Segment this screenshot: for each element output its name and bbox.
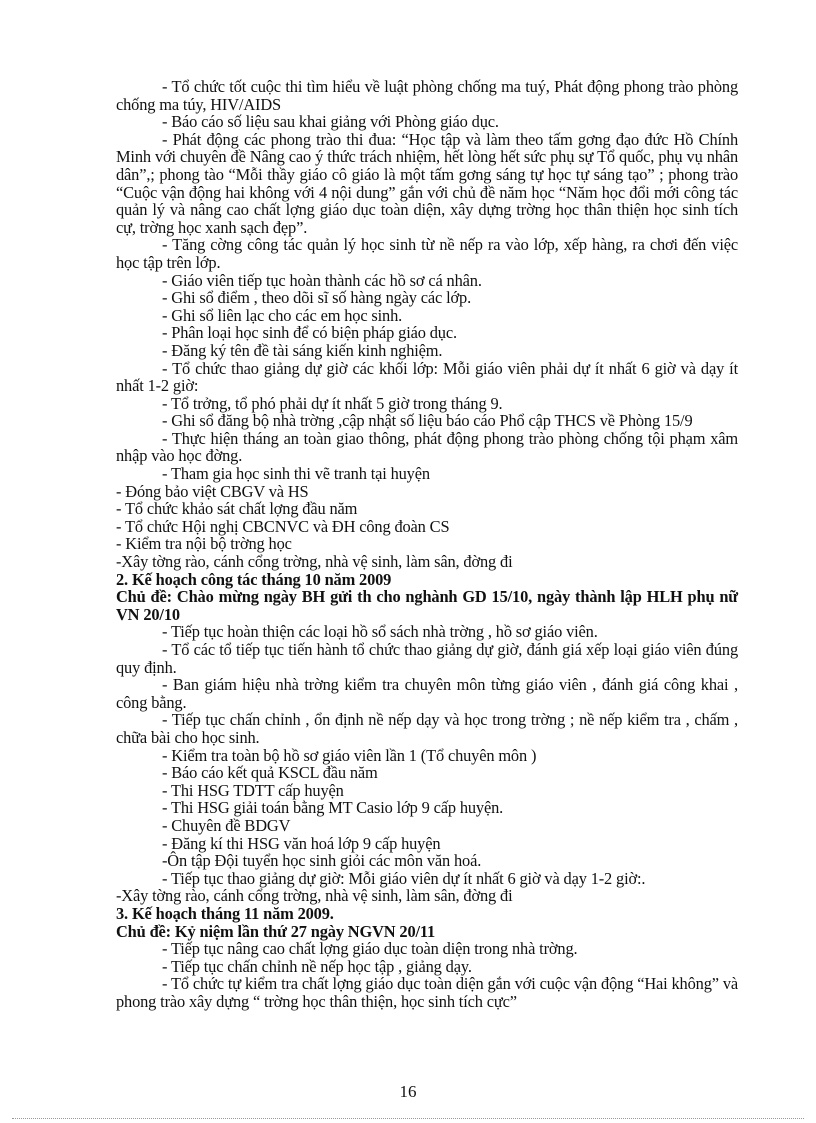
text-line: - Tiếp tục hoàn thiện các loại hồ sổ sách nhà trờng , hồ sơ giáo viên. <box>162 622 598 642</box>
text-line: - Tăng cờng công tác quản lý học sinh từ nề nếp ra vào lớp, xếp hàng, ra chơi đến việc học tập trên lớp. <box>116 235 738 272</box>
text-line: - Tổ chức thao giảng dự giờ các khối lớp: Mỗi giáo viên phải dự ít nhất 6 giờ và dạy ít nhất 1-2 giờ: <box>116 358 738 396</box>
text-line: - Tiếp tục nâng cao chất lợng giáo dục toàn diện trong nhà trờng. <box>162 939 578 959</box>
page-number: 16 <box>399 1082 417 1101</box>
section-heading: 2. Kế hoạch công tác tháng 10 năm 2009 <box>116 569 392 589</box>
text-line: - Tiếp tục thao giảng dự giờ: Mỗi giáo viên dự ít nhất 6 giờ và dạy 1-2 giờ:. <box>162 868 646 888</box>
text-line: - Chuyên đề BDGV <box>162 815 291 835</box>
document-body <box>116 78 738 1010</box>
text-line: - Kiểm tra nội bộ trờng học <box>116 534 292 554</box>
text-line: - Thực hiện tháng an toàn giao thông, phát động phong trào phòng chống tội phạm xâm nhập vào học đờng. <box>116 428 738 466</box>
text-line: - Báo cáo số liệu sau khai giảng với Phòng giáo dục. <box>162 112 499 132</box>
text-line: - Tiếp tục chấn chỉnh , ổn định nề nếp dạy và học trong trờng ; nề nếp kiểm tra , chấm , chữa bài cho học sinh. <box>116 710 738 747</box>
text-line: - Thi HSG giải toán bằng MT Casio lớp 9 cấp huyện. <box>162 798 504 818</box>
text-line: - Tổ chức tốt cuộc thi tìm hiểu về luật phòng chống ma tuý, Phát động phong trào phòng chống ma túy, HIV/AIDS <box>116 77 738 114</box>
text-line: -Xây tờng rào, cánh cổng trờng, nhà vệ sinh, làm sân, đờng đi <box>116 552 513 572</box>
text-line: -Ôn tập Đội tuyển học sinh giỏi các môn văn hoá. <box>162 851 482 871</box>
text-line: - Ban giám hiệu nhà trờng kiểm tra chuyên môn từng giáo viên , đánh giá công khai , công bằng. <box>116 675 738 712</box>
text-line: - Tiếp tục chấn chỉnh nề nếp học tập , giảng dạy. <box>162 956 472 976</box>
text-line: - Giáo viên tiếp tục hoàn thành các hồ sơ cá nhân. <box>162 270 482 290</box>
text-line: - Kiểm tra toàn bộ hồ sơ giáo viên lần 1 (Tổ chuyên môn ) <box>162 745 537 765</box>
text-line: - Tổ chức Hội nghị CBCNVC và ĐH công đoàn CS <box>116 516 450 536</box>
text-line: - Ghi sổ liên lạc cho các em học sinh. <box>162 305 403 325</box>
text-line: - Báo cáo kết quả KSCL đầu năm <box>162 763 378 783</box>
text-line: - Ghi sổ điểm , theo dõi sĩ số hàng ngày các lớp. <box>162 288 472 308</box>
text-line: - Đóng bảo việt CBGV và HS <box>116 481 309 501</box>
section-heading: Chủ đề: Kỷ niệm lần thứ 27 ngày NGVN 20/11 <box>116 921 436 941</box>
text-line: - Tổ chức khảo sát chất lợng đầu năm <box>116 499 358 519</box>
section-heading: Chủ đề: Chào mừng ngày BH gửi th cho nghành GD 15/10, ngày thành lập HLH phụ nữ VN 20/10 <box>116 587 738 624</box>
text-line: - Đăng ký tên đề tài sáng kiến kinh nghiệm. <box>162 340 443 360</box>
text-line: - Tham gia học sinh thi vẽ tranh tại huyện <box>162 464 430 484</box>
text-line: - Ghi sổ đăng bộ nhà trờng ,cập nhật số liệu báo cáo Phổ cập THCS về Phòng 15/9 <box>162 411 693 431</box>
text-line: - Thi HSG TDTT cấp huyện <box>162 780 344 800</box>
text-line: - Tổ chức tự kiểm tra chất lợng giáo dục toàn diện gắn với cuộc vận động “Hai không” và phong trào xây dựng “ trờng học thân thiện, học sinh tích cực” <box>116 974 738 1011</box>
text-line: - Tổ trởng, tổ phó phải dự ít nhất 5 giờ trong tháng 9. <box>162 393 503 413</box>
text-line: - Phân loại học sinh để có biện pháp giáo dục. <box>162 323 457 343</box>
text-line: - Phát động các phong trào thi đua: “Học tập và làm theo tấm gơng đạo đức Hồ Chính Minh với chuyên đề Nâng cao ý thức trách nhiệm, hết lòng hết sức phụ sự Tổ quốc, phụ vụ nhân dân”,; phong tào “Mỗi thầy giáo cô giáo là một tấm gơng sáng tự học tự sáng tạo” ; phong trào “Cuộc vận động hai không với 4 nội dung” gắn với chủ đề năm học “Năm học đổi mới công tác quản lý và nâng cao chất lợng giáo dục toàn diện, xây dựng trờng học thân thiện học sinh tích cự, trờng học xanh sạch đẹp”. <box>116 129 738 237</box>
section-heading: 3. Kế hoạch tháng 11 năm 2009. <box>116 903 334 923</box>
text-line: - Đăng kí thi HSG văn hoá lớp 9 cấp huyện <box>162 833 441 853</box>
text-line: -Xây tờng rào, cánh cổng trờng, nhà vệ sinh, làm sân, đờng đi <box>116 886 513 906</box>
page-border <box>12 1118 804 1119</box>
text-line: - Tổ các tổ tiếp tục tiến hành tổ chức thao giảng dự giờ, đánh giá xếp loại giáo viên đúng quy định. <box>116 640 738 677</box>
